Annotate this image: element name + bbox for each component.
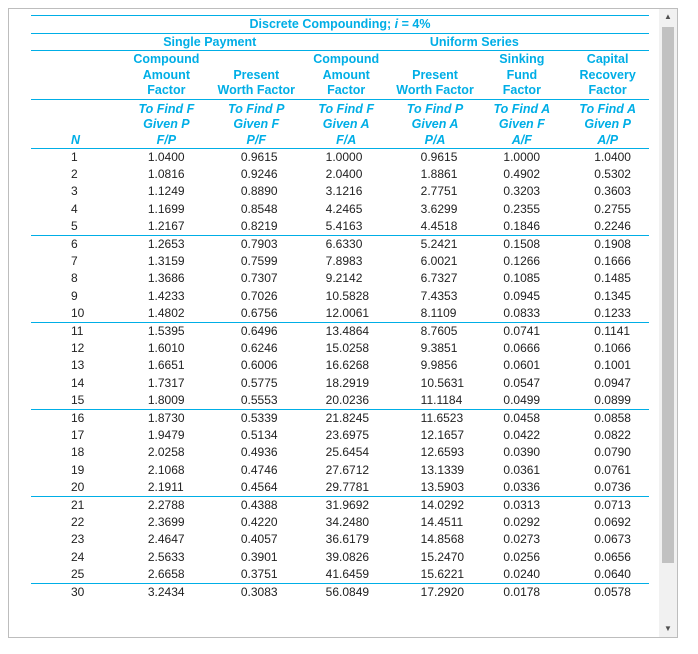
table-row bbox=[31, 514, 649, 531]
factor-cell: 1.4802 bbox=[120, 305, 213, 323]
factor-cell: 0.1908 bbox=[594, 237, 631, 252]
factor-cell: 1.5395 bbox=[147, 324, 185, 339]
table-row bbox=[31, 270, 649, 287]
factor-cell: 1.3686 bbox=[147, 271, 185, 286]
factor-cell: 0.0790 bbox=[594, 445, 631, 460]
column-symbol: F/P bbox=[156, 132, 177, 147]
factor-cell: 0.0736 bbox=[566, 479, 649, 497]
factor-cell: 0.1846 bbox=[477, 218, 566, 236]
column-name-line: Amount bbox=[322, 67, 370, 82]
vertical-scrollbar[interactable] bbox=[659, 9, 677, 637]
factor-cell: 14.4511 bbox=[420, 515, 464, 530]
period-cell: 9 bbox=[71, 288, 78, 303]
table-row bbox=[31, 183, 649, 200]
factor-cell: 0.1266 bbox=[503, 254, 541, 269]
factor-cell: 1.0400 bbox=[594, 150, 631, 164]
factor-cell: 3.2434 bbox=[147, 585, 185, 600]
column-name-line: Worth Factor bbox=[396, 83, 474, 97]
factor-cell: 34.2480 bbox=[325, 515, 370, 530]
factor-cell: 1.6651 bbox=[147, 358, 185, 373]
factor-cell: 2.3699 bbox=[147, 515, 185, 530]
factor-cell: 36.6179 bbox=[325, 532, 370, 547]
factor-cell: 0.0640 bbox=[566, 566, 649, 584]
factor-cell: 0.1085 bbox=[503, 271, 541, 286]
column-name-line: Factor bbox=[327, 83, 366, 97]
column-name-1 bbox=[213, 51, 300, 100]
factor-cell: 0.7026 bbox=[240, 288, 278, 303]
factor-cell: 0.6006 bbox=[240, 358, 278, 373]
factor-cell: 3.1216 bbox=[325, 184, 363, 199]
factor-cell: 0.1508 bbox=[503, 237, 541, 252]
factor-cell: 7.8983 bbox=[325, 254, 363, 269]
group-single-payment: Single Payment bbox=[120, 33, 300, 51]
column-formula-0 bbox=[120, 99, 213, 149]
n-header-spacer bbox=[31, 51, 120, 100]
period-cell: 22 bbox=[71, 515, 85, 530]
factor-cell: 0.0666 bbox=[503, 341, 541, 356]
factor-cell: 14.0292 bbox=[420, 498, 465, 513]
column-find: To Find F bbox=[318, 101, 375, 116]
column-name-line: Factor bbox=[502, 83, 541, 97]
factor-cell: 2.5633 bbox=[147, 549, 185, 564]
period-cell: 17 bbox=[71, 428, 85, 443]
factor-cell: 0.0547 bbox=[503, 375, 541, 390]
column-symbol: F/A bbox=[336, 132, 357, 147]
table-row bbox=[31, 392, 649, 410]
factor-cell: 0.0240 bbox=[477, 566, 566, 584]
factor-cell: 9.2142 bbox=[325, 271, 363, 286]
factor-cell: 0.7599 bbox=[240, 254, 278, 269]
column-given: Given P bbox=[584, 117, 631, 131]
factor-cell: 0.0273 bbox=[503, 532, 541, 547]
factor-cell: 0.3751 bbox=[213, 566, 300, 584]
factor-cell: 0.0361 bbox=[503, 462, 541, 477]
column-name-0 bbox=[120, 51, 213, 100]
period-cell: 7 bbox=[71, 254, 78, 269]
column-symbol: P/F bbox=[246, 132, 266, 147]
period-cell: 20 bbox=[31, 479, 120, 497]
factor-cell: 0.0292 bbox=[503, 515, 541, 530]
factor-cell: 0.1141 bbox=[594, 324, 631, 339]
table-row bbox=[31, 584, 649, 602]
column-formula-1 bbox=[213, 99, 300, 149]
factor-cell: 1.0000 bbox=[503, 150, 541, 164]
factor-cell: 9.3851 bbox=[420, 341, 458, 356]
column-find: To Find A bbox=[493, 101, 551, 116]
column-given: Given P bbox=[143, 117, 190, 131]
column-name-line: Present bbox=[233, 67, 280, 82]
factor-cell: 0.3083 bbox=[240, 585, 278, 600]
factor-cell: 0.6756 bbox=[213, 305, 300, 323]
period-cell: 10 bbox=[31, 305, 120, 323]
factor-cell: 10.5631 bbox=[420, 375, 465, 390]
column-name-line: Sinking bbox=[499, 52, 545, 66]
factor-cell: 0.9615 bbox=[420, 150, 458, 164]
factor-cell: 0.4564 bbox=[213, 479, 300, 497]
factor-cell: 12.6593 bbox=[420, 445, 465, 460]
table-row bbox=[31, 166, 649, 183]
table-frame bbox=[8, 8, 678, 638]
factor-cell: 0.4746 bbox=[240, 462, 278, 477]
factor-cell: 0.6496 bbox=[240, 324, 278, 339]
period-cell: 23 bbox=[71, 532, 85, 547]
factor-cell: 18.2919 bbox=[325, 375, 370, 390]
factor-cell: 1.2653 bbox=[147, 237, 185, 252]
factor-cell: 0.0692 bbox=[594, 515, 631, 530]
column-symbol: A/P bbox=[597, 132, 619, 147]
factor-cell: 0.0899 bbox=[566, 392, 649, 410]
factor-cell: 0.1233 bbox=[566, 305, 649, 323]
factor-cell: 1.3159 bbox=[147, 254, 185, 269]
period-cell: 4 bbox=[71, 201, 78, 216]
group-uniform-series: Uniform Series bbox=[300, 33, 649, 51]
column-formula-4 bbox=[477, 99, 566, 149]
factor-cell: 20.0236 bbox=[300, 392, 393, 410]
factor-cell: 0.0741 bbox=[503, 324, 541, 339]
factor-cell: 1.9479 bbox=[147, 428, 185, 443]
factor-cell: 12.0061 bbox=[300, 305, 393, 323]
factor-cell: 0.5553 bbox=[213, 392, 300, 410]
factor-cell: 16.6268 bbox=[325, 358, 370, 373]
factor-cell: 2.1068 bbox=[147, 462, 185, 477]
factor-cell: 0.0947 bbox=[594, 375, 631, 390]
factor-cell: 0.0499 bbox=[477, 392, 566, 410]
factor-cell: 7.4353 bbox=[420, 288, 458, 303]
column-name-5 bbox=[566, 51, 649, 100]
factor-cell: 0.4936 bbox=[240, 445, 278, 460]
factor-cell: 2.2788 bbox=[147, 498, 185, 513]
factor-cell: 0.8890 bbox=[240, 184, 278, 199]
period-cell: 25 bbox=[31, 566, 120, 584]
factor-cell: 13.4864 bbox=[325, 324, 370, 339]
column-formula-2 bbox=[300, 99, 393, 149]
factor-cell: 0.9615 bbox=[240, 150, 278, 164]
factor-cell: 11.1184 bbox=[393, 392, 478, 410]
table-row bbox=[31, 479, 649, 497]
column-find: To Find P bbox=[406, 101, 464, 116]
table-row bbox=[31, 253, 649, 270]
factor-cell: 5.2421 bbox=[420, 237, 458, 252]
factor-cell: 0.0458 bbox=[503, 411, 541, 426]
factor-cell: 0.5775 bbox=[240, 375, 278, 390]
factor-cell: 2.7751 bbox=[420, 184, 458, 199]
column-name-line: Compound bbox=[133, 52, 200, 66]
column-given: Given F bbox=[233, 117, 280, 131]
factor-cell: 0.0178 bbox=[503, 585, 541, 600]
factor-cell: 8.7605 bbox=[420, 324, 458, 339]
factor-cell: 0.3203 bbox=[503, 184, 541, 199]
table-row bbox=[31, 340, 649, 357]
column-name-line: Recovery bbox=[579, 67, 636, 82]
factor-cell: 39.0826 bbox=[325, 549, 370, 564]
column-find: To Find F bbox=[138, 101, 195, 116]
factor-cell: 1.1249 bbox=[147, 184, 185, 199]
column-find: To Find P bbox=[228, 101, 285, 116]
table-row bbox=[31, 201, 649, 218]
column-given: Given A bbox=[411, 117, 459, 131]
factor-cell: 0.1666 bbox=[594, 254, 631, 269]
table-row bbox=[31, 305, 649, 323]
table-row bbox=[31, 288, 649, 305]
factor-cell: 0.0256 bbox=[503, 549, 541, 564]
table-row bbox=[31, 149, 649, 167]
factor-cell: 8.1109 bbox=[393, 305, 478, 323]
column-name-line: Present bbox=[412, 67, 458, 82]
table-row bbox=[31, 444, 649, 461]
factor-cell: 0.0336 bbox=[477, 479, 566, 497]
period-cell: 12 bbox=[71, 341, 85, 356]
column-name-line: Fund bbox=[506, 67, 538, 82]
factor-cell: 15.2470 bbox=[420, 549, 465, 564]
compound-interest-table bbox=[31, 15, 649, 601]
factor-cell: 13.1339 bbox=[420, 462, 465, 477]
column-name-4 bbox=[477, 51, 566, 100]
factor-cell: 25.6454 bbox=[325, 445, 370, 460]
factor-cell: 0.2355 bbox=[503, 201, 541, 216]
period-cell: 3 bbox=[71, 184, 78, 199]
factor-cell: 0.0945 bbox=[503, 288, 541, 303]
scroll-down-arrow-icon[interactable]: ▼ bbox=[664, 624, 672, 633]
period-cell: 18 bbox=[71, 445, 85, 460]
factor-cell: 0.0833 bbox=[477, 305, 566, 323]
period-cell: 13 bbox=[71, 358, 85, 373]
factor-cell: 1.0000 bbox=[325, 150, 363, 164]
period-cell: 14 bbox=[71, 375, 85, 390]
table-row bbox=[31, 357, 649, 374]
scrollbar-thumb[interactable] bbox=[662, 27, 674, 563]
factor-cell: 0.1001 bbox=[594, 358, 631, 373]
factor-cell: 1.0400 bbox=[147, 150, 185, 164]
column-formula-3 bbox=[393, 99, 478, 149]
column-symbol: A/F bbox=[511, 132, 532, 147]
table-row bbox=[31, 236, 649, 254]
period-cell: 16 bbox=[71, 411, 85, 426]
table-viewport[interactable] bbox=[9, 9, 659, 637]
table-row bbox=[31, 497, 649, 515]
table-row bbox=[31, 323, 649, 341]
factor-cell: 6.6330 bbox=[325, 237, 363, 252]
factor-cell: 2.1911 bbox=[120, 479, 213, 497]
factor-cell: 17.2920 bbox=[420, 585, 465, 600]
n-column-header: N bbox=[31, 99, 120, 149]
period-cell: 19 bbox=[71, 462, 85, 477]
factor-cell: 0.0390 bbox=[503, 445, 541, 460]
factor-cell: 0.6246 bbox=[240, 341, 278, 356]
column-name-line: Worth Factor bbox=[217, 83, 296, 97]
factor-cell: 0.1345 bbox=[594, 288, 631, 303]
factor-cell: 0.5302 bbox=[594, 167, 631, 182]
period-cell: 11 bbox=[71, 324, 84, 339]
column-name-2 bbox=[300, 51, 393, 100]
factor-cell: 0.7903 bbox=[240, 237, 278, 252]
scroll-up-arrow-icon[interactable]: ▲ bbox=[664, 12, 672, 21]
factor-cell: 0.2246 bbox=[566, 218, 649, 236]
factor-cell: 2.4647 bbox=[147, 532, 185, 547]
column-name-3 bbox=[393, 51, 478, 100]
period-cell: 15 bbox=[31, 392, 120, 410]
factor-cell: 0.3603 bbox=[594, 184, 631, 199]
factor-cell: 1.7317 bbox=[147, 375, 185, 390]
factor-cell: 0.4220 bbox=[240, 515, 278, 530]
factor-cell: 0.0713 bbox=[594, 498, 631, 513]
factor-cell: 2.6658 bbox=[120, 566, 213, 584]
factor-cell: 0.0673 bbox=[594, 532, 631, 547]
factor-cell: 1.1699 bbox=[147, 201, 185, 216]
period-cell: 21 bbox=[71, 498, 85, 513]
factor-cell: 13.5903 bbox=[393, 479, 478, 497]
factor-cell: 0.4057 bbox=[240, 532, 278, 547]
factor-cell: 2.0400 bbox=[325, 167, 363, 182]
factor-cell: 0.0761 bbox=[594, 462, 631, 477]
factor-cell: 0.9246 bbox=[240, 167, 278, 182]
factor-cell: 15.0258 bbox=[325, 341, 370, 356]
column-symbol: P/A bbox=[424, 132, 446, 147]
table-row bbox=[31, 410, 649, 428]
factor-cell: 4.4518 bbox=[393, 218, 478, 236]
period-cell: 2 bbox=[71, 167, 78, 182]
factor-cell: 0.5339 bbox=[240, 411, 278, 426]
factor-cell: 2.0258 bbox=[147, 445, 185, 460]
factor-cell: 1.8009 bbox=[120, 392, 213, 410]
column-name-line: Compound bbox=[313, 52, 380, 66]
column-name-line bbox=[395, 52, 476, 68]
factor-cell: 0.7307 bbox=[240, 271, 278, 286]
table-row bbox=[31, 375, 649, 392]
factor-cell: 0.1485 bbox=[594, 271, 631, 286]
column-given: Given F bbox=[498, 117, 545, 131]
factor-cell: 1.0816 bbox=[147, 167, 185, 182]
factor-cell: 1.6010 bbox=[147, 341, 185, 356]
factor-cell: 41.6459 bbox=[300, 566, 393, 584]
factor-cell: 1.8730 bbox=[147, 411, 185, 426]
column-formula-5 bbox=[566, 99, 649, 149]
factor-cell: 1.8861 bbox=[420, 167, 458, 182]
factor-cell: 0.4388 bbox=[240, 498, 278, 513]
factor-cell: 1.4233 bbox=[147, 288, 185, 303]
period-cell: 8 bbox=[71, 271, 78, 286]
factor-cell: 0.0578 bbox=[594, 585, 631, 600]
factor-cell: 0.2755 bbox=[594, 201, 631, 216]
table-row bbox=[31, 549, 649, 566]
factor-cell: 15.6221 bbox=[393, 566, 478, 584]
factor-cell: 0.0858 bbox=[594, 411, 631, 426]
factor-cell: 6.0021 bbox=[420, 254, 458, 269]
period-cell: 30 bbox=[71, 585, 85, 600]
period-cell: 1 bbox=[71, 150, 78, 164]
table-row bbox=[31, 462, 649, 479]
factor-cell: 0.3901 bbox=[240, 549, 278, 564]
factor-cell: 12.1657 bbox=[420, 428, 465, 443]
factor-cell: 31.9692 bbox=[325, 498, 370, 513]
factor-cell: 14.8568 bbox=[420, 532, 465, 547]
factor-cell: 0.8548 bbox=[240, 201, 278, 216]
factor-cell: 0.1066 bbox=[594, 341, 631, 356]
factor-cell: 29.7781 bbox=[300, 479, 393, 497]
column-given: Given A bbox=[322, 117, 370, 131]
factor-cell: 0.0601 bbox=[503, 358, 541, 373]
factor-cell: 27.6712 bbox=[325, 462, 370, 477]
table-title: Discrete Compounding; i = 4% bbox=[31, 16, 649, 34]
period-cell: 24 bbox=[71, 549, 85, 564]
factor-cell: 0.0422 bbox=[503, 428, 541, 443]
factor-cell: 0.4902 bbox=[503, 167, 541, 182]
factor-cell: 9.9856 bbox=[420, 358, 458, 373]
period-cell: 5 bbox=[31, 218, 120, 236]
column-name-line: Amount bbox=[142, 67, 190, 82]
column-find: To Find A bbox=[579, 101, 636, 116]
factor-cell: 23.6975 bbox=[325, 428, 370, 443]
factor-cell: 4.2465 bbox=[325, 201, 363, 216]
factor-cell: 3.6299 bbox=[420, 201, 458, 216]
period-cell: 6 bbox=[71, 237, 78, 252]
table-row bbox=[31, 218, 649, 236]
factor-cell: 5.4163 bbox=[300, 218, 393, 236]
column-name-line: Capital bbox=[586, 52, 629, 66]
factor-cell: 0.0822 bbox=[594, 428, 631, 443]
factor-cell: 1.2167 bbox=[120, 218, 213, 236]
column-name-line: Factor bbox=[147, 83, 186, 97]
factor-cell: 0.0656 bbox=[594, 549, 631, 564]
factor-cell: 0.8219 bbox=[213, 218, 300, 236]
factor-cell: 56.0849 bbox=[325, 585, 370, 600]
column-name-line bbox=[215, 52, 298, 68]
table-row bbox=[31, 566, 649, 584]
factor-cell: 21.8245 bbox=[325, 411, 370, 426]
factor-cell: 10.5828 bbox=[325, 288, 370, 303]
table-row bbox=[31, 531, 649, 548]
column-name-line: Factor bbox=[588, 83, 627, 97]
factor-cell: 6.7327 bbox=[420, 271, 458, 286]
table-row bbox=[31, 427, 649, 444]
factor-cell: 11.6523 bbox=[420, 411, 464, 426]
factor-cell: 0.0313 bbox=[503, 498, 541, 513]
factor-cell: 0.5134 bbox=[240, 428, 278, 443]
